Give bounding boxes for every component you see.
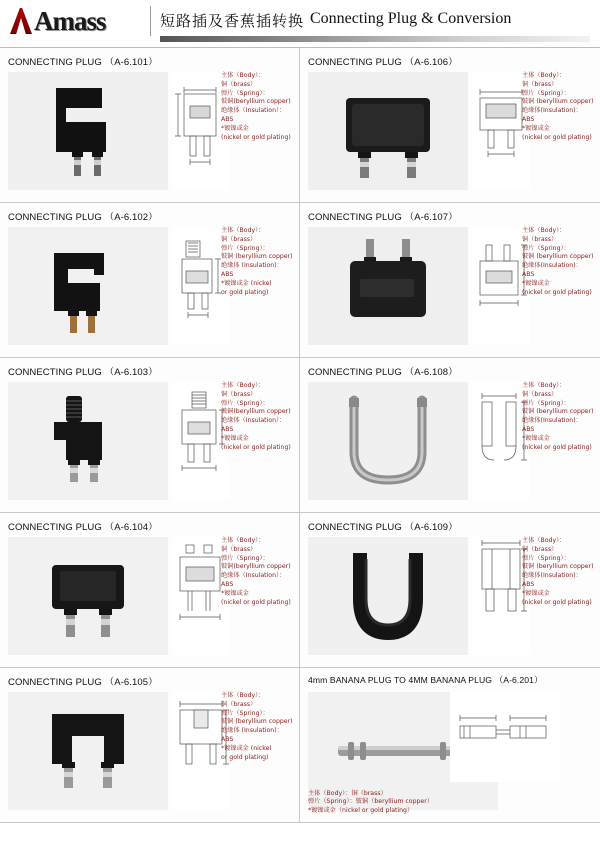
product-cell-a6104 — [0, 513, 300, 667]
spec-line: 铍铜 (beryllium copper) — [522, 98, 594, 106]
product-cell-a6101 — [0, 48, 300, 202]
spec-line: (nickel or gold plating) — [522, 443, 592, 451]
spec-line: 弹片（Spring）： — [221, 554, 269, 562]
spec-line: *镀镍或金 — [221, 124, 249, 132]
spec-line: 铜（brass） — [522, 80, 558, 88]
spec-line: or gold plating) — [221, 288, 269, 296]
product-photo-a6103 — [8, 382, 168, 500]
product-row — [0, 48, 600, 203]
spec-line: 主体（Body）： — [221, 537, 265, 544]
spec-line: 主体（Body）： — [522, 382, 566, 389]
spec-line: 绝缘体（Insulation）： — [221, 417, 286, 425]
spec-line: *镀镍或金 (nickel — [221, 744, 272, 752]
product-spec-a6101 — [221, 72, 295, 142]
spec-line: or gold plating) — [221, 753, 269, 761]
spec-line: ABS — [522, 115, 535, 123]
product-spec-a6201 — [308, 790, 588, 816]
spec-line: 铜（brass） — [221, 235, 257, 243]
spec-line: 主体（Body）： — [522, 537, 566, 544]
spec-line: (nickel or gold plating) — [522, 598, 592, 606]
spec-line: ABS — [221, 115, 234, 123]
product-title: 4mm BANANA PLUG TO 4MM BANANA PLUG （A-6.201） — [308, 675, 543, 685]
product-cell-a6105 — [0, 668, 300, 822]
spec-line: 弹片（Spring）： — [221, 244, 269, 252]
product-photo-a6108 — [308, 382, 468, 500]
spec-line: 绝缘体(Insulation)： — [522, 107, 582, 115]
product-title: CONNECTING PLUG （A-6.109） — [308, 522, 458, 533]
spec-line: (nickel or gold plating) — [221, 443, 291, 451]
spec-line: ABS — [221, 425, 234, 433]
product-row — [0, 513, 600, 668]
spec-line: 铍铜 (beryllium copper) — [522, 563, 594, 571]
spec-line: 弹片（Spring）： — [221, 709, 269, 717]
product-title: CONNECTING PLUG （A-6.101） — [8, 57, 158, 68]
product-cell-a6107 — [300, 203, 600, 357]
product-photo-a6104 — [8, 537, 168, 655]
product-grid — [0, 48, 600, 823]
page-header — [0, 0, 600, 48]
spec-line: 绝缘体(Insulation)： — [522, 262, 582, 270]
product-spec-a6109 — [522, 537, 596, 607]
spec-line: 铍铜 (beryllium copper) — [221, 718, 293, 726]
page-footer-space — [0, 823, 600, 841]
spec-line: 绝缘体(Insulation)： — [522, 572, 582, 580]
spec-line: 铍铜(beryllium copper) — [221, 408, 291, 416]
spec-line: 弹片（Spring）： — [522, 244, 570, 252]
spec-line: (nickel or gold plating) — [522, 133, 592, 141]
product-photo-a6107 — [308, 227, 468, 345]
product-spec-a6106 — [522, 72, 596, 142]
spec-line: *镀镍或金 — [221, 434, 249, 442]
spec-line: *镀镍或金 — [221, 589, 249, 597]
page-title-cn: 短路插及香蕉插转换 — [160, 12, 305, 30]
product-row — [0, 358, 600, 513]
spec-line: 弹片（Spring）： — [221, 399, 269, 407]
product-title: CONNECTING PLUG （A-6.102） — [8, 212, 158, 223]
spec-line: 铍铜 (beryllium copper) — [522, 253, 594, 261]
product-spec-a6105 — [221, 692, 295, 762]
spec-line: 铍铜 (beryllium copper) — [221, 253, 293, 261]
spec-line: 主体（Body）： — [522, 227, 566, 234]
product-photo-a6109 — [308, 537, 468, 655]
spec-line: 绝缘体（Insulation）： — [221, 572, 286, 580]
product-row — [0, 668, 600, 823]
spec-line: 铜（brass） — [221, 700, 257, 708]
spec-line: 主体（Body）： — [221, 72, 265, 79]
product-photo-a6105 — [8, 692, 168, 810]
spec-line: 弹片（Spring）： — [522, 89, 570, 97]
spec-line: 铜（brass） — [522, 390, 558, 398]
spec-line: *镀镍或金 (nickel — [221, 279, 272, 287]
spec-line: 绝缘体 (Insulation)： — [221, 727, 283, 735]
spec-line: *镀镍或金 — [522, 124, 550, 132]
spec-line: ABS — [221, 580, 234, 588]
spec-line: 弹片（Spring）： — [221, 89, 269, 97]
spec-line: 铜（brass） — [221, 390, 257, 398]
product-photo-a6106 — [308, 72, 468, 190]
spec-line: 绝缘体 (Insulation)： — [221, 262, 283, 270]
product-title: CONNECTING PLUG （A-6.104） — [8, 522, 158, 533]
spec-line: 主体（Body）： — [221, 227, 265, 234]
header-accent-bar — [160, 36, 590, 42]
spec-line: 铍铜 (beryllium copper) — [522, 408, 594, 416]
spec-line: 铜（brass） — [221, 80, 257, 88]
spec-line: 主体（Body）： — [522, 72, 566, 79]
spec-line: 绝缘体(Insulation)： — [522, 417, 582, 425]
spec-line: 铜（brass） — [522, 545, 558, 553]
product-title: CONNECTING PLUG （A-6.108） — [308, 367, 458, 378]
product-cell-a6109 — [300, 513, 600, 667]
spec-line: ABS — [522, 270, 535, 278]
spec-line: 主体（Body）： — [221, 692, 265, 699]
product-spec-a6102 — [221, 227, 295, 297]
spec-line: 绝缘体（Insulation）： — [221, 107, 286, 115]
spec-line: 铜（brass） — [522, 235, 558, 243]
logo-mark-icon — [10, 8, 32, 34]
spec-line: 主体（Body）：铜（brass） — [308, 789, 387, 797]
spec-line: 主体（Body）： — [221, 382, 265, 389]
product-cell-a6201 — [300, 668, 600, 822]
product-photo-a6102 — [8, 227, 168, 345]
spec-line: 铜（brass） — [221, 545, 257, 553]
brand-logo — [10, 4, 140, 38]
product-cell-a6106 — [300, 48, 600, 202]
spec-line: ABS — [522, 580, 535, 588]
product-spec-a6108 — [522, 382, 596, 452]
product-title: CONNECTING PLUG （A-6.105） — [8, 677, 158, 688]
product-cell-a6102 — [0, 203, 300, 357]
product-cell-a6108 — [300, 358, 600, 512]
product-title: CONNECTING PLUG （A-6.107） — [308, 212, 458, 223]
product-cell-a6103 — [0, 358, 300, 512]
spec-line: *镀镍或金 — [522, 434, 550, 442]
product-photo-a6101 — [8, 72, 168, 190]
brand-name: Amass — [34, 5, 106, 36]
product-spec-a6107 — [522, 227, 596, 297]
spec-line: (nickel or gold plating) — [522, 288, 592, 296]
spec-line: ABS — [522, 425, 535, 433]
spec-line: *镀镍或金 — [522, 279, 550, 287]
spec-line: (nickel or gold plating) — [221, 133, 291, 141]
product-spec-a6104 — [221, 537, 295, 607]
spec-line: ABS — [221, 270, 234, 278]
spec-line: ABS — [221, 735, 234, 743]
spec-line: 弹片（Spring）： — [522, 554, 570, 562]
product-spec-a6103 — [221, 382, 295, 452]
spec-line: *镀镍或金 — [522, 589, 550, 597]
page-title-en: Connecting Plug & Conversion — [310, 10, 512, 27]
header-divider — [150, 6, 151, 36]
spec-line: 弹片（Spring）： — [522, 399, 570, 407]
spec-line: 铍铜(beryllium copper) — [221, 563, 291, 571]
spec-line: 铍铜(beryllium copper) — [221, 98, 291, 106]
product-title: CONNECTING PLUG （A-6.106） — [308, 57, 458, 68]
spec-line: *镀镍或金（nickel or gold plating） — [308, 807, 414, 815]
product-title: CONNECTING PLUG （A-6.103） — [8, 367, 158, 378]
product-row — [0, 203, 600, 358]
spec-line: (nickel or gold plating) — [221, 598, 291, 606]
spec-line: 弹片（Spring）：铍铜（beryllium copper） — [308, 798, 433, 806]
